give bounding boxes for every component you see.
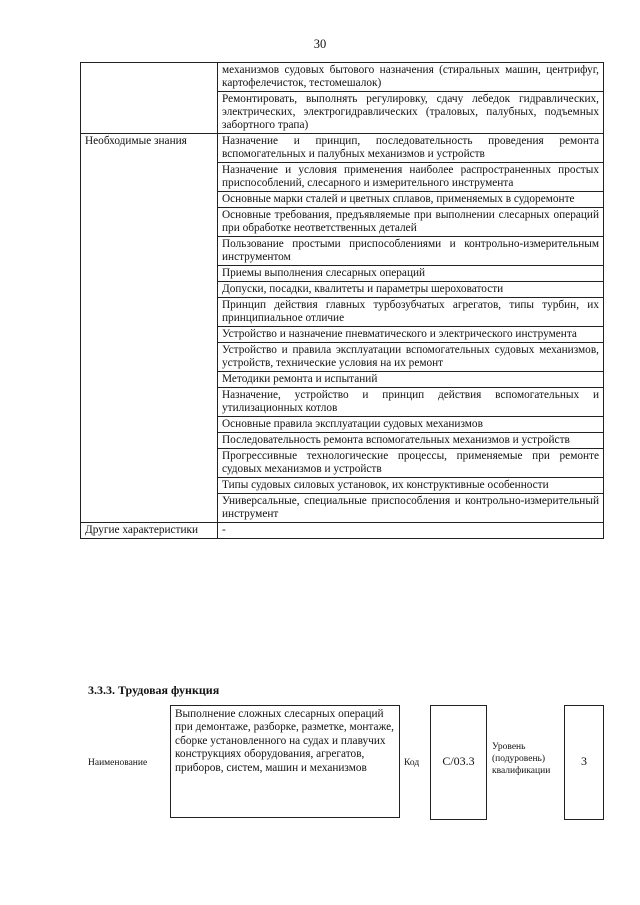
- table-cell: Типы судовых силовых установок, их конструктивные особенности: [218, 478, 604, 494]
- level-value: 3: [564, 705, 604, 820]
- table-cell: Принцип действия главных турбозубчатых агрегатов, типы турбин, их принципиальное отличие: [218, 298, 604, 327]
- table-cell: Назначение, устройство и принцип действия вспомогательных и утилизационных котлов: [218, 388, 604, 417]
- table-cell: -: [218, 523, 604, 539]
- code-label: Код: [404, 758, 420, 768]
- function-header: [88, 705, 608, 825]
- table-cell: Последовательность ремонта вспомогательных механизмов и устройств: [218, 433, 604, 449]
- table-cell: Методики ремонта и испытаний: [218, 372, 604, 388]
- knowledge-table: [80, 62, 604, 539]
- row-label: Необходимые знания: [81, 134, 218, 523]
- table-cell: Назначение и условия применения наиболее распространенных простых приспособлений, слесарного и измерительного инструмента: [218, 163, 604, 192]
- table-cell: Основные правила эксплуатации судовых механизмов: [218, 417, 604, 433]
- table-cell: Устройство и правила эксплуатации вспомогательных судовых механизмов, устройств, технические условия на их ремонт: [218, 343, 604, 372]
- table-cell: Прогрессивные технологические процессы, применяемые при ремонте судовых механизмов и устройств: [218, 449, 604, 478]
- row-label: Другие характеристики: [81, 523, 218, 539]
- table-cell: Допуски, посадки, квалитеты и параметры шероховатости: [218, 282, 604, 298]
- table-cell: Назначение и принцип, последовательность проведения ремонта вспомогательных и палубных механизмов и устройств: [218, 134, 604, 163]
- table-row: [81, 134, 604, 163]
- table-cell: механизмов судовых бытового назначения (стиральных машин, центрифуг, картофелечисток, тестомешалок): [218, 63, 604, 92]
- table-cell: Основные требования, предъявляемые при выполнении слесарных операций при обработке неответственных деталей: [218, 208, 604, 237]
- table-row: [81, 63, 604, 92]
- name-value: Выполнение сложных слесарных операций при демонтаже, разборке, разметке, монтаже, сборке установленного на судах и плавучих конструкциях оборудования, агрегатов, приборов, систем, машин и механизмов: [170, 705, 400, 818]
- table-cell: Приемы выполнения слесарных операций: [218, 266, 604, 282]
- table-cell: Устройство и назначение пневматического и электрического инструмента: [218, 327, 604, 343]
- row-label: [81, 63, 218, 134]
- section-heading: 3.3.3. Трудовая функция: [88, 683, 220, 697]
- table-row: [81, 523, 604, 539]
- level-label: Уровень (подуровень) квалификации: [492, 742, 551, 776]
- table-cell: Пользование простыми приспособлениями и контрольно-измерительным инструментом: [218, 237, 604, 266]
- table-cell: Основные марки сталей и цветных сплавов, применяемых в судоремонте: [218, 192, 604, 208]
- page-number: 30: [313, 37, 327, 51]
- table-cell: Ремонтировать, выполнять регулировку, сдачу лебедок гидравлических, электрических, электрогидравлических (траловых, палубных, подъемных забортного трапа): [218, 92, 604, 134]
- code-value: C/03.3: [430, 705, 487, 820]
- table-cell: Универсальные, специальные приспособления и контрольно-измерительный инструмент: [218, 494, 604, 523]
- name-label: Наименование: [88, 758, 148, 768]
